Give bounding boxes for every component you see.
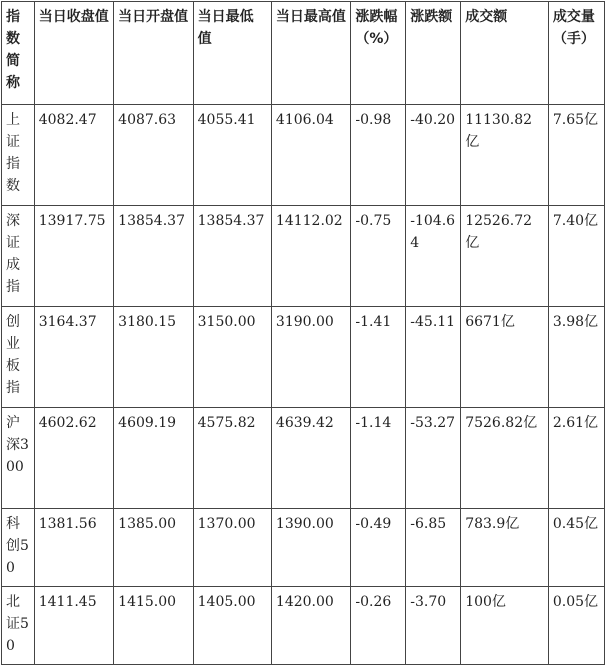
cell-volume: 0.05亿 bbox=[548, 587, 604, 665]
cell-low: 4575.82 bbox=[193, 408, 271, 509]
cell-change-amt: -3.70 bbox=[406, 587, 461, 665]
cell-low: 1405.00 bbox=[193, 587, 271, 665]
cell-low: 3150.00 bbox=[193, 307, 271, 408]
cell-volume: 7.40亿 bbox=[548, 206, 604, 307]
header-change-amt: 涨跌额 bbox=[406, 2, 461, 105]
cell-turnover: 11130.82亿 bbox=[461, 105, 549, 206]
cell-turnover: 7526.82亿 bbox=[461, 408, 549, 509]
cell-index-name: 科创50 bbox=[2, 509, 35, 587]
cell-turnover: 6671亿 bbox=[461, 307, 549, 408]
cell-index-name: 创业板指 bbox=[2, 307, 35, 408]
cell-low: 1370.00 bbox=[193, 509, 271, 587]
cell-close: 1381.56 bbox=[34, 509, 113, 587]
header-change-pct: 涨跌幅（%） bbox=[351, 2, 406, 105]
cell-change-amt: -6.85 bbox=[406, 509, 461, 587]
cell-turnover: 12526.72亿 bbox=[461, 206, 549, 307]
cell-close: 1411.45 bbox=[34, 587, 113, 665]
cell-change-pct: -0.49 bbox=[351, 509, 406, 587]
cell-change-amt: -45.11 bbox=[406, 307, 461, 408]
cell-change-pct: -1.41 bbox=[351, 307, 406, 408]
cell-turnover: 783.9亿 bbox=[461, 509, 549, 587]
cell-close: 13917.75 bbox=[34, 206, 113, 307]
cell-high: 3190.00 bbox=[271, 307, 350, 408]
cell-high: 4106.04 bbox=[271, 105, 350, 206]
cell-index-name: 北证50 bbox=[2, 587, 35, 665]
table-row bbox=[2, 307, 605, 408]
header-volume: 成交量（手） bbox=[548, 2, 604, 105]
cell-change-amt: -104.64 bbox=[406, 206, 461, 307]
cell-open: 4609.19 bbox=[114, 408, 193, 509]
cell-volume: 0.45亿 bbox=[548, 509, 604, 587]
cell-high: 1390.00 bbox=[271, 509, 350, 587]
cell-high: 14112.02 bbox=[271, 206, 350, 307]
cell-open: 13854.37 bbox=[114, 206, 193, 307]
cell-volume: 2.61亿 bbox=[548, 408, 604, 509]
cell-turnover: 100亿 bbox=[461, 587, 549, 665]
table-body bbox=[2, 105, 605, 665]
cell-change-pct: -0.26 bbox=[351, 587, 406, 665]
cell-open: 3180.15 bbox=[114, 307, 193, 408]
header-turnover: 成交额 bbox=[461, 2, 549, 105]
header-row bbox=[2, 2, 605, 105]
header-high: 当日最高值 bbox=[271, 2, 350, 105]
cell-close: 3164.37 bbox=[34, 307, 113, 408]
cell-index-name: 沪深300 bbox=[2, 408, 35, 509]
cell-open: 1385.00 bbox=[114, 509, 193, 587]
header-low: 当日最低值 bbox=[193, 2, 271, 105]
table-row bbox=[2, 206, 605, 307]
cell-volume: 7.65亿 bbox=[548, 105, 604, 206]
cell-change-pct: -1.14 bbox=[351, 408, 406, 509]
header-close: 当日收盘值 bbox=[34, 2, 113, 105]
cell-index-name: 深证成指 bbox=[2, 206, 35, 307]
cell-low: 13854.37 bbox=[193, 206, 271, 307]
cell-close: 4082.47 bbox=[34, 105, 113, 206]
cell-high: 4639.42 bbox=[271, 408, 350, 509]
table-header bbox=[2, 2, 605, 105]
cell-open: 1415.00 bbox=[114, 587, 193, 665]
cell-change-pct: -0.75 bbox=[351, 206, 406, 307]
table-row bbox=[2, 105, 605, 206]
index-table bbox=[1, 1, 605, 665]
cell-low: 4055.41 bbox=[193, 105, 271, 206]
header-index-name: 指数简称 bbox=[2, 2, 35, 105]
table-row bbox=[2, 509, 605, 587]
cell-open: 4087.63 bbox=[114, 105, 193, 206]
header-open: 当日开盘值 bbox=[114, 2, 193, 105]
cell-change-pct: -0.98 bbox=[351, 105, 406, 206]
cell-index-name: 上证指数 bbox=[2, 105, 35, 206]
table-row bbox=[2, 587, 605, 665]
cell-change-amt: -40.20 bbox=[406, 105, 461, 206]
cell-change-amt: -53.27 bbox=[406, 408, 461, 509]
cell-high: 1420.00 bbox=[271, 587, 350, 665]
table-row bbox=[2, 408, 605, 509]
cell-volume: 3.98亿 bbox=[548, 307, 604, 408]
cell-close: 4602.62 bbox=[34, 408, 113, 509]
